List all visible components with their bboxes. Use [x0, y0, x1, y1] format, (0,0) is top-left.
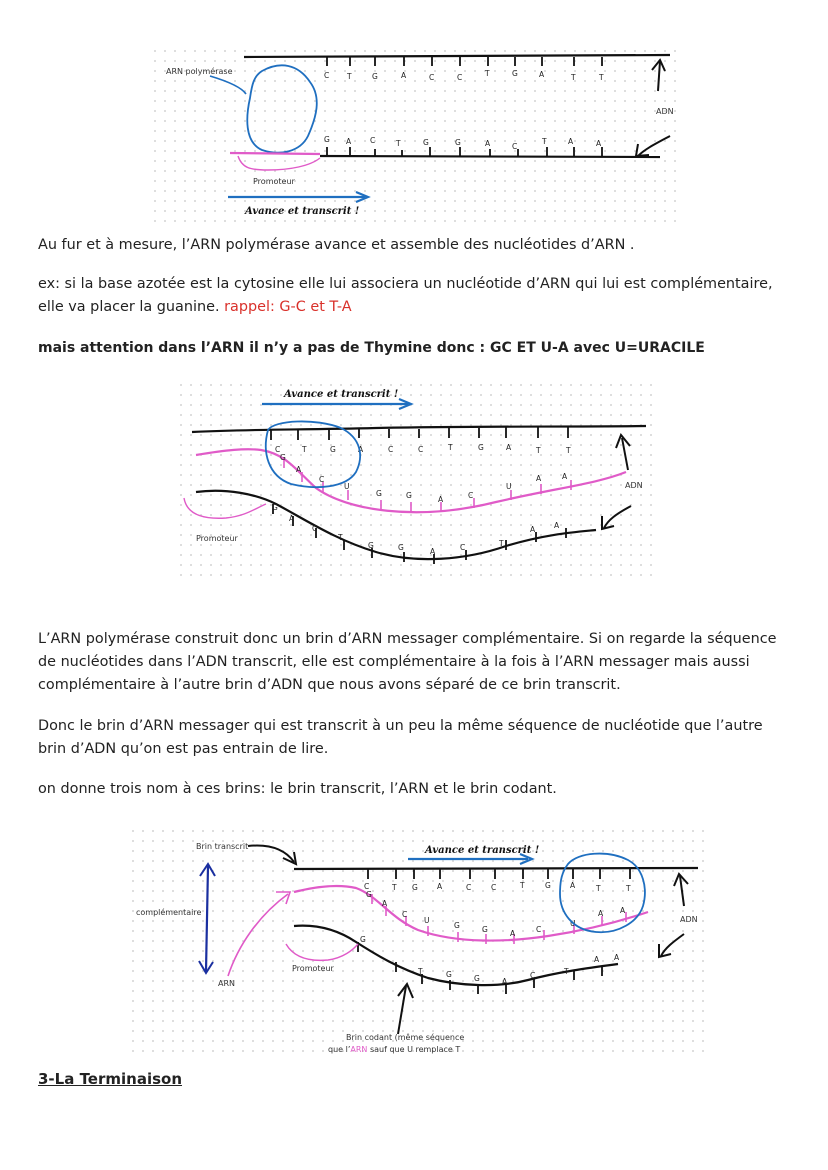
svg-text:G: G — [478, 443, 484, 452]
svg-text:G: G — [512, 69, 518, 78]
svg-text:U: U — [424, 916, 430, 925]
svg-text:G: G — [366, 890, 372, 899]
svg-text:G: G — [455, 138, 461, 147]
svg-text:C: C — [370, 136, 376, 145]
svg-text:G: G — [272, 503, 278, 512]
paragraph-4: L’ARN polymérase construit donc un brin d’ARN messager complémentaire. Si on regarde la séquence de nucléotides dans l’ADN transcrit, elle est complémentaire à la fois à l’ARN messager mais aussi complémentaire à l’autre brin d’ADN que nous avons séparé de ce brin transcrit. — [38, 631, 777, 693]
svg-text:A: A — [382, 899, 388, 908]
svg-text:C: C — [457, 73, 463, 82]
svg-text:T: T — [392, 883, 397, 892]
svg-text:A: A — [401, 71, 407, 80]
svg-text:G: G — [372, 72, 378, 81]
label-brin-transcrit: Brin transcrit — [196, 842, 249, 851]
label-adn: ADN — [625, 481, 643, 490]
svg-text:G: G — [412, 883, 418, 892]
svg-text:A: A — [614, 953, 620, 962]
svg-text:A: A — [596, 139, 602, 148]
svg-text:C: C — [536, 925, 542, 934]
paragraph-6: on donne trois nom à ces brins: le brin transcrit, l’ARN et le brin codant. — [38, 781, 557, 797]
svg-text:C: C — [418, 445, 424, 454]
svg-text:A: A — [502, 977, 508, 986]
label-arn-polymerase: ARN polymérase — [166, 67, 233, 76]
svg-text:G: G — [398, 543, 404, 552]
svg-text:T: T — [542, 137, 547, 146]
svg-text:T: T — [520, 881, 525, 890]
svg-text:U: U — [570, 919, 576, 928]
svg-text:C: C — [466, 883, 472, 892]
dna-bottom-strand — [196, 491, 596, 559]
svg-text:G: G — [324, 135, 330, 144]
svg-text:C: C — [491, 883, 497, 892]
label-complementaire: complémentaire — [136, 908, 202, 917]
svg-text:T: T — [418, 967, 423, 976]
svg-text:C: C — [429, 73, 435, 82]
svg-text:A: A — [530, 525, 536, 534]
svg-text:A: A — [594, 955, 600, 964]
dna-top-strand — [244, 55, 670, 57]
svg-text:A: A — [536, 474, 542, 483]
label-avance: Avance et transcrit ! — [284, 389, 399, 400]
reminder-highlight: rappel: G-C et T-A — [224, 299, 352, 315]
svg-text:T: T — [566, 446, 571, 455]
paragraph-2 — [38, 273, 790, 319]
svg-text:A: A — [570, 881, 576, 890]
svg-text:A: A — [438, 495, 444, 504]
paragraph-3-bold: mais attention dans l’ARN il n’y a pas de Thymine donc : GC ET U-A avec U=URACILE — [38, 340, 705, 356]
rna-polymerase-shape — [247, 65, 316, 152]
svg-text:A: A — [562, 472, 568, 481]
svg-text:A: A — [568, 137, 574, 146]
label-avance: Avance et transcrit ! — [245, 206, 360, 217]
paragraph-2-text: ex: si la base azotée est la cytosine elle lui associera un nucléotide d’ARN qui lui est complémentaire, elle va placer la guanine. — [38, 276, 773, 315]
svg-text:C: C — [512, 142, 518, 151]
svg-text:C: C — [275, 445, 281, 454]
svg-text:C: C — [388, 445, 394, 454]
svg-text:G: G — [423, 138, 429, 147]
svg-text:T: T — [338, 533, 343, 542]
svg-text:G: G — [280, 453, 286, 462]
svg-text:T: T — [448, 443, 453, 452]
svg-text:T: T — [596, 884, 601, 893]
svg-text:C: C — [319, 475, 325, 484]
svg-text:G: G — [376, 489, 382, 498]
svg-text:A: A — [554, 521, 560, 530]
diagram-2 — [176, 380, 656, 580]
svg-text:T: T — [499, 539, 504, 548]
svg-text:T: T — [302, 445, 307, 454]
svg-text:A: A — [296, 465, 302, 474]
section-heading-terminaison: 3-La Terminaison — [38, 1070, 183, 1088]
label-arn: ARN — [218, 979, 236, 988]
svg-text:A: A — [620, 906, 626, 915]
svg-text:C: C — [312, 524, 318, 533]
svg-text:U: U — [506, 482, 512, 491]
label-adn: ADN — [680, 915, 698, 924]
svg-text:G: G — [446, 970, 452, 979]
svg-text:A: A — [506, 443, 512, 452]
svg-text:G: G — [406, 491, 412, 500]
svg-text:C: C — [468, 491, 474, 500]
dna-bottom-strand — [320, 156, 660, 157]
svg-text:T: T — [536, 446, 541, 455]
figure-transcription-start — [150, 46, 680, 222]
paragraph-1: Au fur et à mesure, l’ARN polymérase avance et assemble des nucléotides d’ARN . — [38, 237, 635, 253]
svg-text:T: T — [485, 69, 490, 78]
svg-text:A: A — [510, 929, 516, 938]
svg-text:A: A — [346, 137, 352, 146]
svg-text:T: T — [564, 967, 569, 976]
svg-text:C: C — [530, 971, 536, 980]
svg-text:A: A — [430, 547, 436, 556]
svg-text:G: G — [368, 541, 374, 550]
label-avance: Avance et transcrit ! — [425, 845, 540, 856]
svg-text:C: C — [324, 71, 330, 80]
diagram-3 — [128, 826, 704, 1058]
svg-text:T: T — [571, 73, 576, 82]
svg-text:T: T — [396, 139, 401, 148]
label-brin-codant-line1: Brin codant (même séquence — [346, 1033, 465, 1042]
svg-text:C: C — [402, 910, 408, 919]
svg-text:G: G — [482, 925, 488, 934]
svg-text:G: G — [360, 935, 366, 944]
label-brin-codant-line2: que l’ARN sauf que U remplace T — [328, 1045, 461, 1054]
svg-text:A: A — [485, 139, 491, 148]
svg-text:A: A — [358, 445, 364, 454]
svg-text:T: T — [626, 884, 631, 893]
label-promoteur: Promoteur — [253, 177, 295, 186]
diagram-1 — [150, 46, 680, 222]
svg-text:T: T — [599, 73, 604, 82]
svg-text:A: A — [437, 882, 443, 891]
figure-rna-synthesis — [176, 380, 656, 580]
svg-text:G: G — [330, 445, 336, 454]
svg-text:C: C — [460, 543, 466, 552]
label-promoteur: Promoteur — [292, 964, 334, 973]
svg-text:U: U — [344, 482, 350, 491]
svg-text:A: A — [289, 514, 295, 523]
paragraph-5: Donc le brin d’ARN messager qui est transcrit à un peu la même séquence de nucléotide que l’autre brin d’ADN qu’on est pas entrain de lire. — [38, 718, 763, 757]
svg-text:A: A — [598, 909, 604, 918]
svg-text:G: G — [474, 974, 480, 983]
svg-text:G: G — [454, 921, 460, 930]
svg-text:C: C — [364, 882, 370, 891]
complementary-arrow — [206, 866, 208, 971]
label-promoteur: Promoteur — [196, 534, 238, 543]
label-adn: ADN — [656, 107, 674, 116]
figure-three-strands — [128, 826, 704, 1058]
promoter-region — [230, 153, 320, 154]
svg-text:A: A — [539, 70, 545, 79]
svg-text:T: T — [347, 72, 352, 81]
svg-text:G: G — [545, 881, 551, 890]
